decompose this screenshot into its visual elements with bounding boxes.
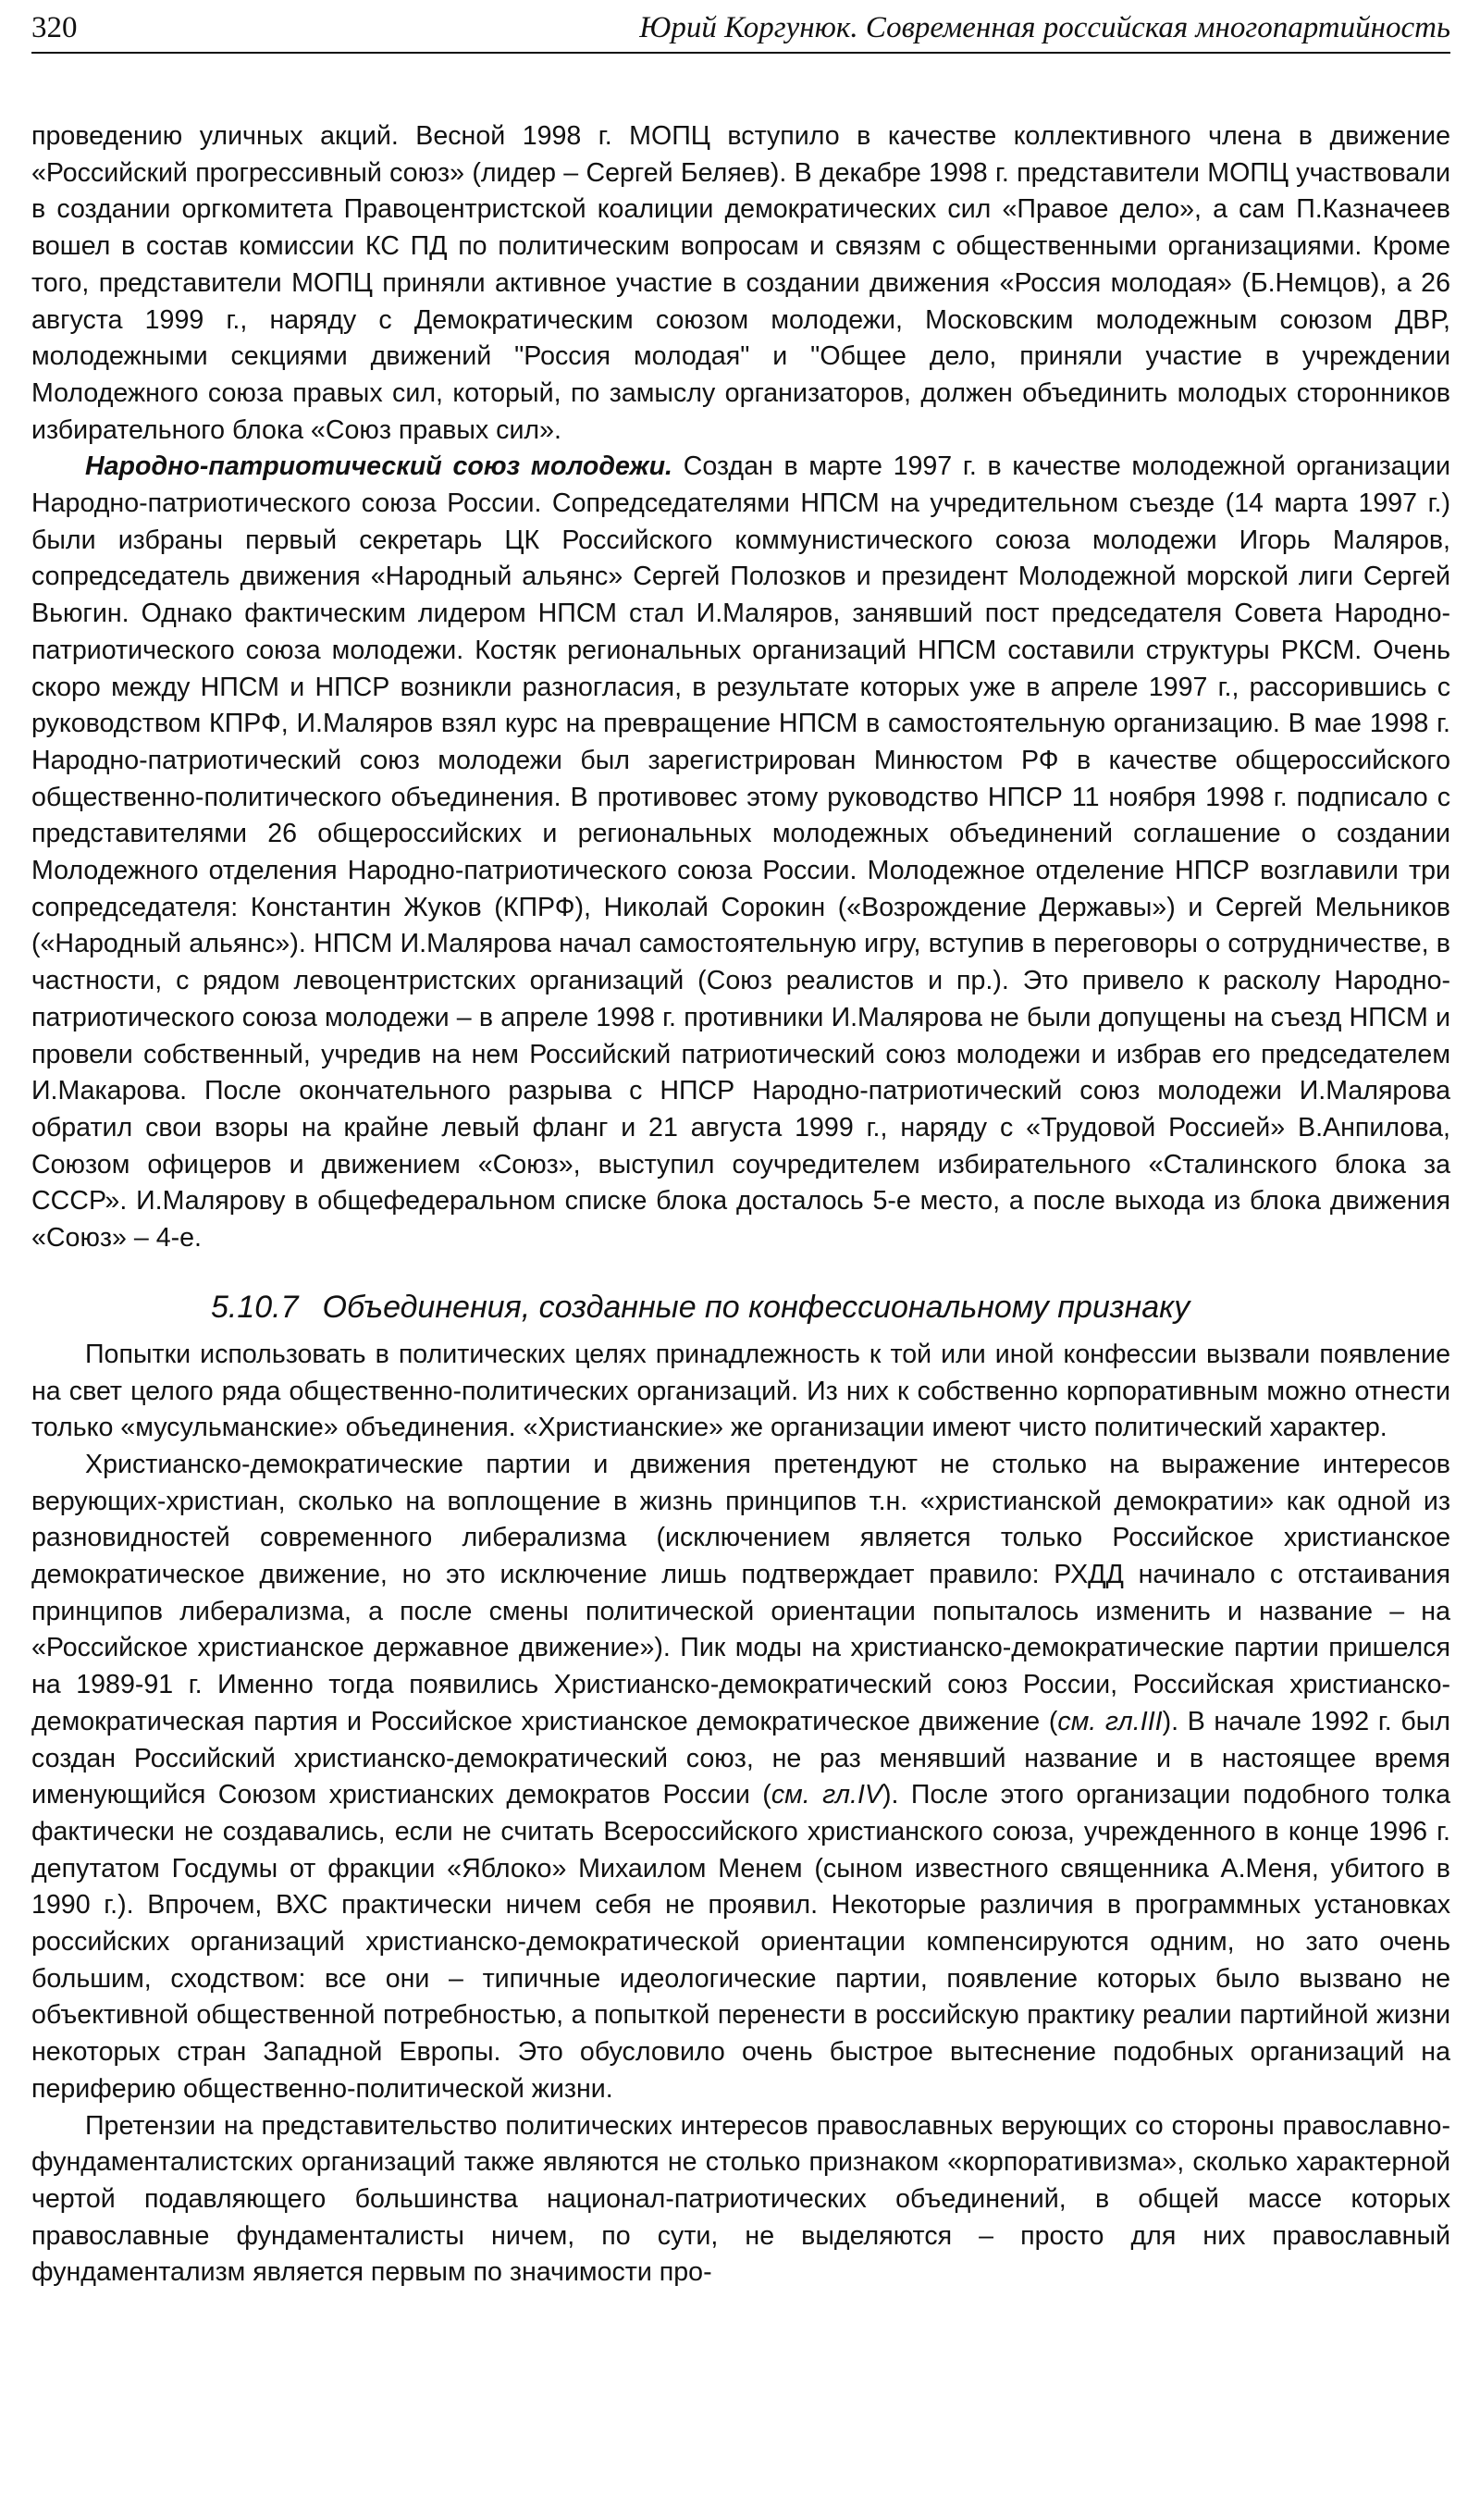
body-text: [31, 118, 1450, 2291]
paragraph-text: Христианско-демократические партии и движения претендуют не столько на выражение интересов верующих-христиан, сколько на воплощение в жизнь принципов т.н. «христианской демократии» как одной из разновидностей современного либерализма (исключением является только Российское христианское демократическое движение, но это исключение лишь подтверждает правило: РХДД начинало с отстаивания принципов либерализма, а после смены политической ориентации попыталось изменить и название – на «Российское христианское державное движение»). Пик моды на христианско-демократические партии пришелся на 1989-91 г. Именно тогда появились Христианско-демократический союз России, Российская христианско-демократическая партия и Российское христианское демократическое движение (: [31, 1449, 1450, 1736]
paragraph-orthodox: [31, 2108, 1450, 2292]
section-number: 5.10.7: [211, 1289, 299, 1325]
paragraph-lead: Народно-патриотический союз молодежи.: [85, 451, 672, 482]
paragraph-christian-democrats: [31, 1447, 1450, 2108]
book-page: [31, 0, 1450, 2520]
running-header: [31, 4, 1450, 54]
section-title: Объединения, созданные по конфессиональному признаку: [322, 1289, 1190, 1325]
paragraph-text: Создан в марте 1997 г. в качестве молодежной организации Народно-патриотического союза России. Сопредседателями НПСМ на учредительном съезде (14 марта 1997 г.) были избраны первый секретарь ЦК Российского коммунистического союза молодежи Игорь Маляров, сопредседатель движения «Народный альянс» Сергей Полозков и президент Молодежной морской лиги Сергей Вьюгин. Однако фактическим лидером НПСМ стал И.Маляров, занявший пост председателя Совета Народно-патриотического союза молодежи. Костяк региональных организаций НПСМ составили структуры РКСМ. Очень скоро между НПСМ и НПСР возникли разногласия, в результате которых уже в апреле 1997 г., рассорившись с руководством КПРФ, И.Маляров взял курс на превращение НПСМ в самостоятельную организацию. В мае 1998 г. Народно-патриотический союз молодежи был зарегистрирован Минюстом РФ в качестве общероссийского общественно-политического объединения. В противовес этому руководство НПСР 11 ноября 1998 г. подписало с представителями 26 общероссийских и региональных молодежных объединений соглашение о создании Молодежного отделения Народно-патриотического союза России. Молодежное отделение НПСР возглавили три сопредседателя: Константин Жуков (КПРФ), Николай Сорокин («Возрождение Державы») и Сергей Мельников («Народный альянс»). НПСМ И.Малярова начал самостоятельную игру, вступив в переговоры о сотрудничестве, в частности, с рядом левоцентристских организаций (Союз реалистов и пр.). Это привело к расколу Народно-патриотического союза молодежи – в апреле 1998 г. противники И.Малярова не были допущены на съезд НПСМ и провели собственный, учредив на нем Российский патриотический союз молодежи и избрав его председателем И.Макарова. После окончательного разрыва с НПСР Народно-патриотический союз молодежи И.Малярова обратил свои взоры на крайне левый фланг и 21 августа 1999 г., наряду с «Трудовой Россией» В.Анпилова, Союзом офицеров и движением «Союз», выступил соучредителем избирательного «Сталинского блока за СССР». И.Малярову в общефедеральном списке блока досталось 5-е место, а после выхода из блока движения «Союз» – 4-е.: [31, 451, 1450, 1254]
cross-reference: см. гл.III: [1057, 1706, 1163, 1736]
paragraph-text: ). В начале 1992 г. был создан Российский христианско-демократический союз, не раз менявший название и в настоящее время именующийся Союзом христианских демократов России (: [31, 1706, 1450, 1810]
cross-reference: см. гл.IV: [771, 1780, 882, 1810]
paragraph-continuation: [31, 118, 1450, 449]
paragraph-text: Попытки использовать в политических целях принадлежность к той или иной конфессии вызвали появление на свет целого ряда общественно-политических организаций. Из них к собственно корпоративным можно отнести только «мусульманские» объединения. «Христианские» же организации имеют чисто политический характер.: [31, 1339, 1450, 1443]
paragraph-text: Претензии на представительство политических интересов православных верующих со стороны православно-фундаменталистских организаций также являются не столько признаком «корпоративизма», сколько характерной чертой подавляющего большинства национал-патриотических объединений, в общей массе которых православные фундаменталисты ничем, по сути, не выделяются – просто для них православный фундаментализм является первым по значимости про-: [31, 2110, 1450, 2288]
running-title: Юрий Коргунюк. Современная российская многопартийность: [639, 11, 1450, 44]
paragraph-text: ). После этого организации подобного толка фактически не создавались, если не считать Всероссийского христианского союза, учрежденного в конце 1996 г. депутатом Госдумы от фракции «Яблоко» Михаилом Менем (сыном известного священника А.Меня, убитого в 1990 г.). Впрочем, ВХС практически ничем себя не проявил. Некоторые различия в программных установках российских организаций христианско-демократической ориентации компенсируются одним, но зато очень большим, сходством: все они – типичные идеологические партии, появление которых было вызвано не объективной общественной потребностью, а попыткой перенести в российскую практику реалии партийной жизни некоторых стран Западной Европы. Это обусловило очень быстрое вытеснение подобных организаций на периферию общественно-политической жизни.: [31, 1780, 1451, 2104]
section-heading: [31, 1285, 1450, 1329]
paragraph-confessional: [31, 1337, 1450, 1447]
paragraph-text: проведению уличных акций. Весной 1998 г. МОПЦ вступило в качестве коллективного члена в движение «Российский прогрессивный союз» (лидер – Сергей Беляев). В декабре 1998 г. представители МОПЦ участвовали в создании оргкомитета Правоцентристской коалиции демократических сил «Правое дело», а сам П.Казначеев вошел в состав комиссии КС ПД по политическим вопросам и связям с общественными организациями. Кроме того, представители МОПЦ приняли активное участие в создании движения «Россия молодая» (Б.Немцов), а 26 августа 1999 г., наряду с Демократическим союзом молодежи, Московским молодежным союзом ДВР, молодежными секциями движений "Россия молодая" и "Общее дело, приняли участие в учреждении Молодежного союза правых сил, который, по замыслу организаторов, должен объединить молодых сторонников избирательного блока «Союз правых сил».: [31, 121, 1450, 445]
page-number: 320: [31, 11, 78, 44]
paragraph-npsm: [31, 449, 1450, 1256]
